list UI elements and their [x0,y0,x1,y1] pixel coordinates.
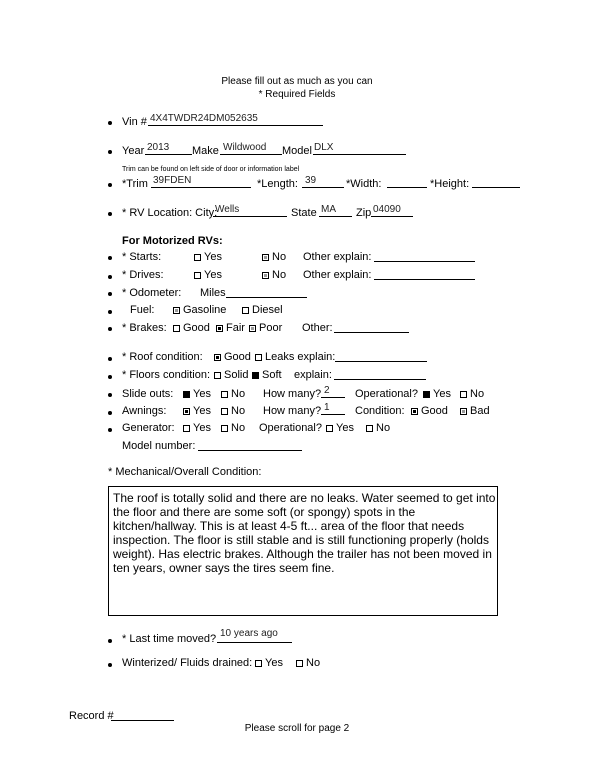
bullet [108,357,112,361]
brakes-other-field-line[interactable] [334,332,409,333]
awnings-howmany-label: How many? [263,405,322,417]
checkbox-icon[interactable] [173,307,180,314]
year-value[interactable]: 2013 [147,142,170,153]
generator-yes-option[interactable]: Yes [183,422,211,434]
bullet [108,393,112,397]
zip-value[interactable]: 04090 [373,204,401,215]
generator-no-option[interactable]: No [221,422,245,434]
odometer-field-line[interactable] [226,297,307,298]
slideouts-howmany-label: How many? [263,388,322,400]
record-label: Record # [69,710,114,722]
checkbox-icon[interactable] [255,660,262,667]
required-fields-note: * Required Fields [258,89,336,100]
bullet [108,375,112,379]
year-label: Year [122,145,145,157]
checkbox-icon[interactable] [214,372,221,379]
bullet [108,639,112,643]
slideouts-label: Slide outs: [122,388,174,400]
drives-other-field-line[interactable] [374,279,475,280]
roof-leaks-field-line[interactable] [335,361,427,362]
vin-label: Vin # [122,116,147,128]
fuel-diesel-option[interactable]: Diesel [242,304,283,316]
floors-explain-label: explain: [294,369,332,381]
generator-operational-label: Operational? [259,422,322,434]
checkbox-icon[interactable] [183,391,190,398]
brakes-label: * Brakes: [122,322,167,334]
checkbox-icon[interactable] [183,425,190,432]
awnings-yes-option[interactable]: Yes [183,405,211,417]
zip-label: Zip [356,207,372,219]
floors-label: * Floors condition: [122,369,211,381]
checkbox-icon[interactable] [366,425,373,432]
checkbox-icon[interactable] [194,272,201,279]
brakes-fair-option[interactable]: Fair [216,322,245,334]
slideouts-howmany-field-line [321,397,345,398]
checkbox-icon[interactable] [221,425,228,432]
generator-op-yes-option[interactable]: Yes [326,422,354,434]
model-value[interactable]: DLX [314,142,334,153]
fuel-gasoline-option[interactable]: Gasoline [173,304,226,316]
bullet [108,150,112,154]
height-field-line[interactable] [472,187,520,188]
trim-label: *Trim [122,178,148,190]
brakes-poor-option[interactable]: Poor [249,322,282,334]
generator-label: Generator: [122,422,175,434]
checkbox-icon[interactable] [194,254,201,261]
floors-soft-option[interactable]: Soft [252,369,282,381]
form-instructions: Please fill out as much as you can [221,76,373,87]
vin-value[interactable]: 4X4TWDR24DM052635 [150,113,258,124]
checkbox-icon[interactable] [216,325,223,332]
awnings-label: Awnings: [122,405,167,417]
drives-yes-option[interactable]: Yes [194,269,222,281]
miles-label: Miles [200,287,226,299]
model-number-field-line[interactable] [198,450,302,451]
checkbox-icon[interactable] [183,408,190,415]
checkbox-icon[interactable] [262,272,269,279]
starts-label: * Starts: [122,251,162,263]
checkbox-icon[interactable] [296,660,303,667]
bullet [108,428,112,432]
awnings-no-option[interactable]: No [221,405,245,417]
checkbox-icon[interactable] [242,307,249,314]
floors-explain-field-line[interactable] [334,379,426,380]
width-label: *Width: [346,178,382,190]
winterized-no-option[interactable]: No [296,657,320,669]
length-field-line [302,187,344,188]
drives-other-label: Other explain: [303,269,372,281]
last-moved-value[interactable]: 10 years ago [220,628,278,639]
checkbox-icon[interactable] [252,372,259,379]
make-field-line [220,154,282,155]
starts-yes-option[interactable]: Yes [194,251,222,263]
last-moved-label: * Last time moved? [122,633,217,645]
fuel-label: Fuel: [130,304,155,316]
brakes-other-label: Other: [302,322,333,334]
last-moved-field-line [217,642,292,643]
model-label: Model [282,145,312,157]
roof-good-option[interactable]: Good [214,351,251,363]
awnings-good-option[interactable]: Good [411,405,448,417]
slideouts-operational-label: Operational? [355,388,418,400]
model-field-line [313,154,406,155]
checkbox-icon[interactable] [173,325,180,332]
starts-other-label: Other explain: [303,251,372,263]
slideouts-howmany-value[interactable]: 2 [324,385,330,396]
scroll-note: Please scroll for page 2 [244,723,350,734]
winterized-label: Winterized/ Fluids drained: [122,657,253,669]
checkbox-icon[interactable] [326,425,333,432]
zip-field-line [371,216,413,217]
checkbox-icon[interactable] [221,391,228,398]
state-field-line [319,216,352,217]
trim-field-line [151,187,251,188]
state-label: State [291,207,317,219]
make-label: Make [192,145,219,157]
awnings-condition-label: Condition: [355,405,405,417]
city-value[interactable]: Wells [215,204,240,215]
starts-no-option[interactable]: No [262,251,286,263]
location-label: * RV Location: City: [122,207,218,219]
checkbox-icon[interactable] [221,408,228,415]
slideouts-op-no-option[interactable]: No [460,388,484,400]
length-label: *Length: [257,178,298,190]
roof-leaks-option[interactable]: Leaks explain: [255,351,335,363]
bullet [108,310,112,314]
floors-solid-option[interactable]: Solid [214,369,248,381]
checkbox-icon[interactable] [214,354,221,361]
slideouts-op-yes-option[interactable]: Yes [423,388,451,400]
checkbox-icon[interactable] [423,391,430,398]
bullet [108,663,112,667]
vin-field-line [148,125,323,126]
drives-no-option[interactable]: No [262,269,286,281]
checkbox-icon[interactable] [460,391,467,398]
slideouts-yes-option[interactable]: Yes [183,388,211,400]
bullet [108,275,112,279]
record-field-line[interactable] [111,720,174,721]
drives-label: * Drives: [122,269,164,281]
brakes-good-option[interactable]: Good [173,322,210,334]
checkbox-icon[interactable] [255,354,262,361]
roof-label: * Roof condition: [122,351,203,363]
model-number-label: Model number: [122,440,196,452]
trim-note: Trim can be found on left side of door or information label [122,166,300,173]
generator-op-no-option[interactable]: No [366,422,390,434]
awnings-howmany-value[interactable]: 1 [324,402,330,413]
bullet [108,411,112,415]
checkbox-icon[interactable] [460,408,467,415]
year-field-line [145,154,192,155]
checkbox-icon[interactable] [411,408,418,415]
width-field-line[interactable] [387,187,427,188]
slideouts-no-option[interactable]: No [221,388,245,400]
awnings-bad-option[interactable]: Bad [460,405,490,417]
winterized-yes-option[interactable]: Yes [255,657,283,669]
bullet [108,212,112,216]
height-label: *Height: [430,178,470,190]
make-value[interactable]: Wildwood [223,142,267,153]
awnings-howmany-field-line [321,414,345,415]
bullet [108,292,112,296]
bullet [108,327,112,331]
motorized-heading: For Motorized RVs: [122,235,223,247]
mechanical-condition-text: The roof is totally solid and there are no leaks. Water seemed to get into the floor and there are some soft (or spongy) spots in the kitchen/hallway. This is at least 4-5 ft... area of the floor that needs inspection. The floor is still stable and is still functioning properly (holds weight). Has electric brakes. Although the trailer has not been moved in ten years, owner says the tires seem fine. [113,491,496,575]
city-field-line [213,216,287,217]
checkbox-icon[interactable] [249,325,256,332]
checkbox-icon[interactable] [262,254,269,261]
odometer-label: * Odometer: [122,287,182,299]
bullet [108,256,112,260]
mechanical-label: * Mechanical/Overall Condition: [108,466,262,478]
bullet [108,183,112,187]
bullet [108,121,112,125]
trim-value[interactable]: 39FDEN [153,175,192,186]
length-value[interactable]: 39 [305,175,317,186]
state-value[interactable]: MA [321,204,336,215]
starts-other-field-line[interactable] [374,261,475,262]
